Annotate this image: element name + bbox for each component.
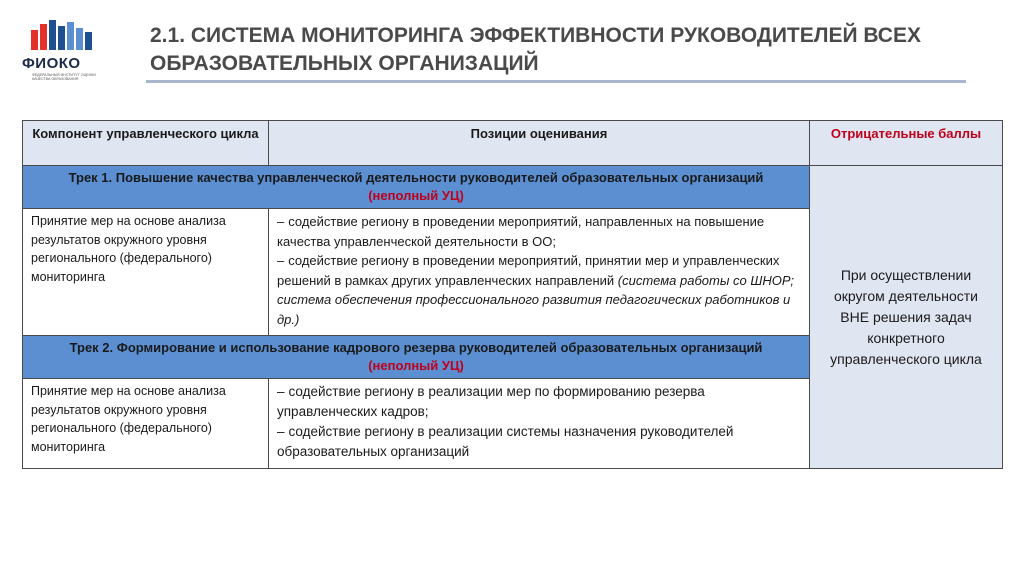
track-2-positions xyxy=(269,379,810,469)
track-1-row xyxy=(23,166,1003,209)
track-1-component: Принятие мер на основе анализа результатов окружного уровня регионального (федерального) мониторинга xyxy=(23,209,269,336)
track-2-component: Принятие мер на основе анализа результатов окружного уровня регионального (федерального) мониторинга xyxy=(23,379,269,469)
track-2-title: Трек 2. Формирование и использование кадрового резерва руководителей образовательных организаций xyxy=(69,340,763,355)
logo-subtitle: ФЕДЕРАЛЬНЫЙ ИНСТИТУТ ОЦЕНКИ КАЧЕСТВА ОБРАЗОВАНИЯ xyxy=(32,73,96,82)
track-1-italic-note: (система работы со ШНОР; система обеспечения профессионального развития педагогических работников и др.) xyxy=(277,272,794,327)
track-2-note: (неполный УЦ) xyxy=(368,358,464,373)
list-item: – содействие региону в проведении мероприятий, принятии мер и управленческих решений в рамках других управленческих направлений (система работы со ШНОР; система обеспечения профессионального развития педагогических работников и др.) xyxy=(277,253,794,327)
track-1-positions xyxy=(269,209,810,336)
track-1-header xyxy=(23,166,810,209)
list-item: – содействие региону в реализации мер по формированию резерва управленческих кадров; xyxy=(277,384,705,419)
header-positions: Позиции оценивания xyxy=(269,121,810,166)
header-negative: Отрицательные баллы xyxy=(810,121,1003,166)
page-title xyxy=(150,22,950,78)
page-title-line-1: 2.1. СИСТЕМА МОНИТОРИНГА ЭФФЕКТИВНОСТИ РУКОВОДИТЕЛЕЙ ВСЕХ xyxy=(150,24,921,47)
track-2-header xyxy=(23,336,810,379)
logo-name: ФИОКО xyxy=(22,55,81,72)
table-header-row xyxy=(23,121,1003,166)
negative-points-cell: При осуществлении округом деятельности ВНЕ решения задач конкретного управленческого цикла xyxy=(810,166,1003,469)
logo-bars-icon xyxy=(29,18,99,52)
track-1-note: (неполный УЦ) xyxy=(368,188,464,203)
monitoring-table xyxy=(22,120,1003,469)
header-component: Компонент управленческого цикла xyxy=(23,121,269,166)
list-item: – содействие региону в проведении мероприятий, направленных на повышение качества управленческой деятельности в ОО; xyxy=(277,214,765,249)
title-divider xyxy=(146,80,966,83)
track-1-title: Трек 1. Повышение качества управленческой деятельности руководителей образовательных организаций xyxy=(68,170,764,185)
page-title-line-2: ОБРАЗОВАТЕЛЬНЫХ ОРГАНИЗАЦИЙ xyxy=(150,52,539,75)
list-item: – содействие региону в реализации системы назначения руководителей образовательных организаций xyxy=(277,424,734,459)
fioko-logo xyxy=(16,14,112,90)
